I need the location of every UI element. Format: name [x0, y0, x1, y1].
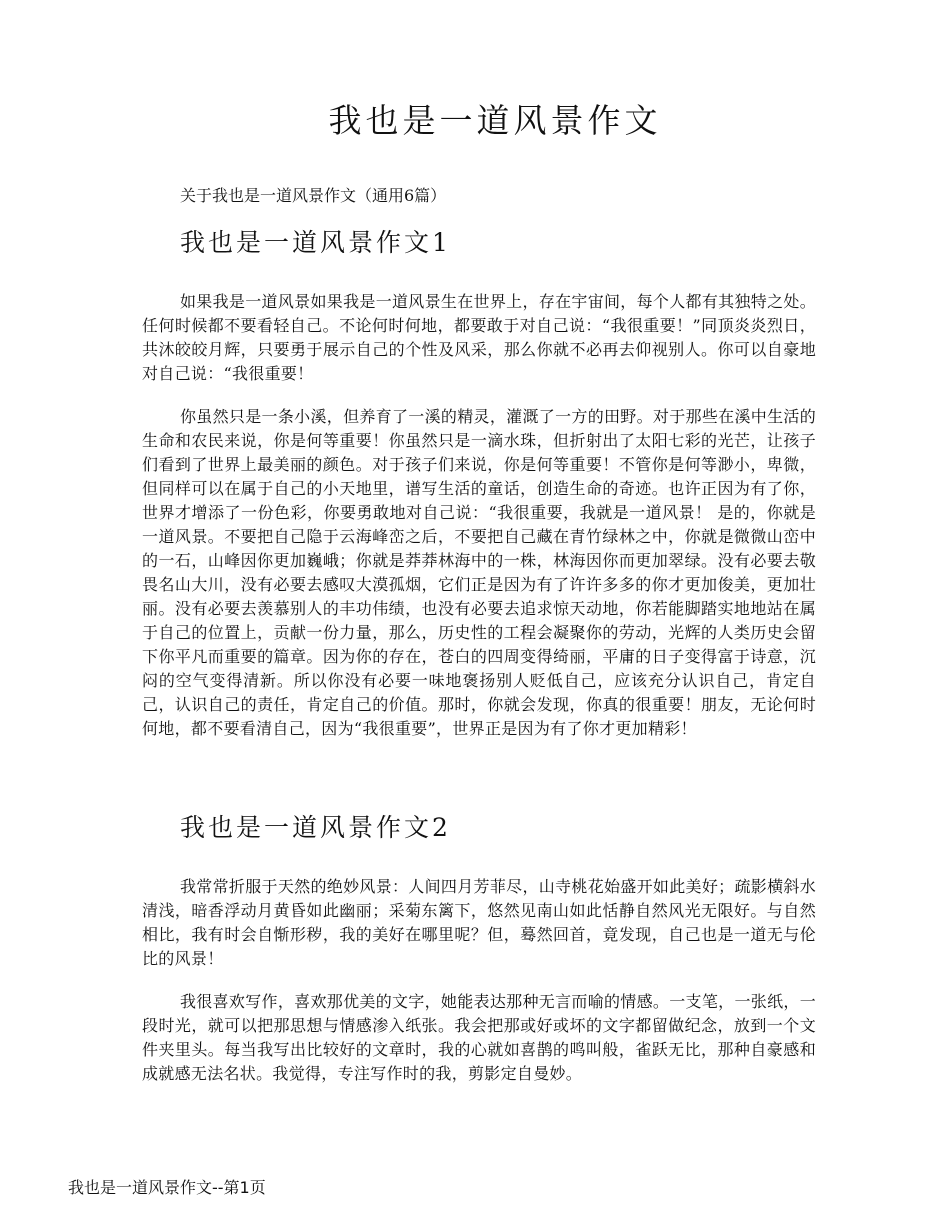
- paragraph: 如果我是一道风景如果我是一道风景生在世界上，存在宇宙间，每个人都有其独特之处。任何时候都不要看轻自己。不论何时何地，都要敢于对自己说：“我很重要！”同顶炎炎烈日，共沐皎皎月辉，只要勇于展示自己的个性及风采，那么你就不必再去仰视别人。你可以自豪地对自己说：“我很重要！: [142, 292, 816, 383]
- page-footer: 我也是一道风景作文--第1页: [68, 1178, 266, 1197]
- paragraph: 你虽然只是一条小溪，但养育了一溪的精灵，灌溉了一方的田野。对于那些在溪中生活的生命和农民来说，你是何等重要！你虽然只是一滴水珠，但折射出了太阳七彩的光芒，让孩子们看到了世界上最美丽的颜色。对于孩子们来说，你是何等重要！不管你是何等渺小，卑微，但同样可以在属于自己的小天地里，谱写生活的童话，创造生命的奇迹。也许正因为有了你，世界才增添了一份色彩，你要勇敢地对自己说：“我很重要，我就是一道风景！ 是的，你就是一道风景。不要把自己隐于云海峰峦之后，不要把自己藏在青竹绿林之中，你就是微微山峦中的一石，山峰因你更加巍峨；你就是莽莽林海中的一株，林海因你而更加翠绿。没有必要去敬畏名山大川，没有必要去感叹大漠孤烟，它们正是因为有了许许多多的你才更加俊美，更加壮丽。没有必要去羡慕别人的丰功伟绩，也没有必要去追求惊天动地，你若能脚踏实地地站在属于自己的位置上，贡献一份力量，那么，历史性的工程会凝聚你的劳动，光辉的人类历史会留下你平凡而重要的篇章。因为你的存在，苍白的四周变得绮丽，平庸的日子变得富于诗意，沉闷的空气变得清新。所以你没有必要一味地褒扬别人贬低自己，应该充分认识自己，肯定自己，认识自己的责任，肯定自己的价值。那时，你就会发现，你真的很重要！朋友，无论何时何地，都不要看清自己，因为“我很重要”，世界正是因为有了你才更加精彩！: [142, 407, 816, 738]
- paragraph: 我很喜欢写作，喜欢那优美的文字，她能表达那种无言而喻的情感。一支笔，一张纸，一段时光，就可以把那思想与情感渗入纸张。我会把那或好或坏的文字都留做纪念，放到一个文件夹里头。每当我写出比较好的文章时，我的心就如喜鹊的鸣叫般，雀跃无比，那种自豪感和成就感无法名状。我觉得，专注写作时的我，剪影定自曼妙。: [142, 992, 816, 1083]
- paragraph: 我常常折服于天然的绝妙风景：人间四月芳菲尽，山寺桃花始盛开如此美好；疏影横斜水清浅，暗香浮动月黄昏如此幽丽；采菊东篱下，悠然见南山如此恬静自然风光无限好。与自然相比，我有时会自惭形秽，我的美好在哪里呢？但，蓦然回首，竟发现，自己也是一道无与伦比的风景！: [142, 877, 816, 968]
- section-heading-2: 我也是一道风景作文2: [180, 813, 451, 842]
- section-heading-1: 我也是一道风景作文1: [180, 228, 451, 257]
- document-subtitle: 关于我也是一道风景作文（通用6篇）: [180, 186, 447, 205]
- document-title: 我也是一道风景作文: [328, 101, 662, 140]
